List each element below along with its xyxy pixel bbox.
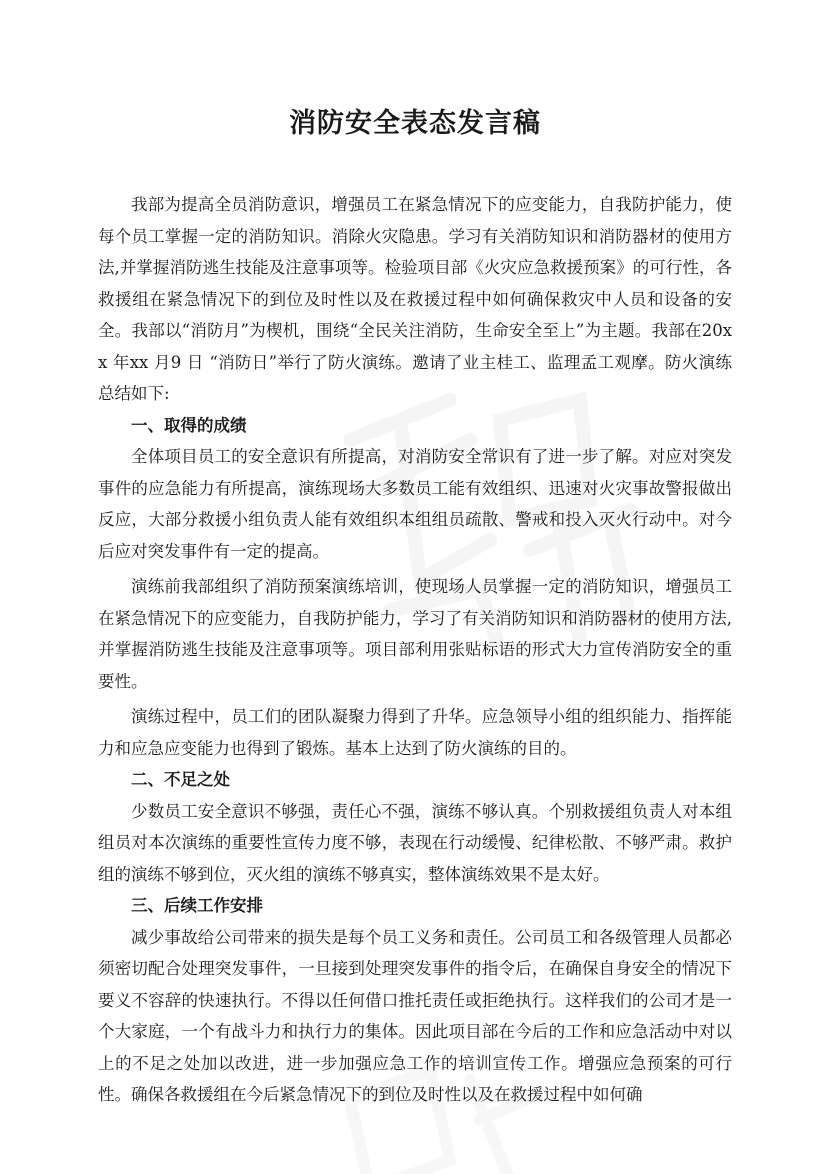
document-body bbox=[98, 189, 732, 1111]
body-paragraph: 演练过程中，员工们的团队凝聚力得到了升华。应急领导小组的组织能力、指挥能力和应急应变能力也得到了锻炼。基本上达到了防火演练的目的。 bbox=[98, 707, 732, 758]
body-paragraph: 减少事故给公司带来的损失是每个员工义务和责任。公司员工和各级管理人员都必须密切配合处理突发事件，一旦接到处理突发事件的指令后，在确保自身安全的情况下要义不容辞的快速执行。不得以任何借口推托责任或拒绝执行。这样我们的公司才是一个大家庭，一个有战斗力和执行力的集体。因此项目部在今后的工作和应急活动中对以上的不足之处加以改进，进一步加强应急工作的培训宣传工作。增强应急预案的可行性。确保各救援组在今后紧急情况下的到位及时性以及在救援过程中如何确 bbox=[98, 927, 732, 1104]
intro-paragraph: 我部为提高全员消防意识，增强员工在紧急情况下的应变能力，自我防护能力，使每个员工掌握一定的消防知识。消除火灾隐患。学习有关消防知识和消防器材的使用方法,并掌握消防逃生技能及注意事项等。检验项目部《火灾应急救援预案》的可行性，各救援组在紧急情况下的到位及时性以及在救援过程中如何确保救灾中人员和设备的安全。我部以“消防月”为楔机，围绕“全民关注消防，生命安全至上”为主题。我部在20xx 年xx 月9 日 “消防日”举行了防火演练。邀请了业主桂工、监理孟工观摩。防火演练总结如下: bbox=[98, 195, 732, 403]
body-paragraph: 少数员工安全意识不够强，责任心不强，演练不够认真。个别救援组负责人对本组组员对本次演练的重要性宣传力度不够，表现在行动缓慢、纪律松散、不够严肃。救护组的演练不够到位，灭火组的演练不够真实，整体演练效果不是太好。 bbox=[98, 801, 732, 884]
body-paragraph: 全体项目员工的安全意识有所提高，对消防安全常识有了进一步了解。对应对突发事件的应急能力有所提高，演练现场大多数员工能有效组织、迅速对火灾事故警报做出反应，大部分救援小组负责人能有效组织本组组员疏散、警戒和投入灭火行动中。对今后应对突发事件有一定的提高。 bbox=[98, 447, 732, 561]
section-heading: 一、取得的成绩 bbox=[131, 415, 247, 435]
section-heading: 三、后续工作安排 bbox=[131, 896, 263, 915]
document-title: 消防安全表态发言稿 bbox=[289, 108, 541, 139]
section-heading: 二、不足之处 bbox=[131, 770, 230, 789]
body-paragraph: 演练前我部组织了消防预案演练培训，使现场人员掌握一定的消防知识，增强员工在紧急情况下的应变能力，自我防护能力，学习了有关消防知识和消防器材的使用方法,并掌握消防逃生技能及注意事项等。项目部利用张贴标语的形式大力宣传消防安全的重要性。 bbox=[98, 577, 732, 691]
